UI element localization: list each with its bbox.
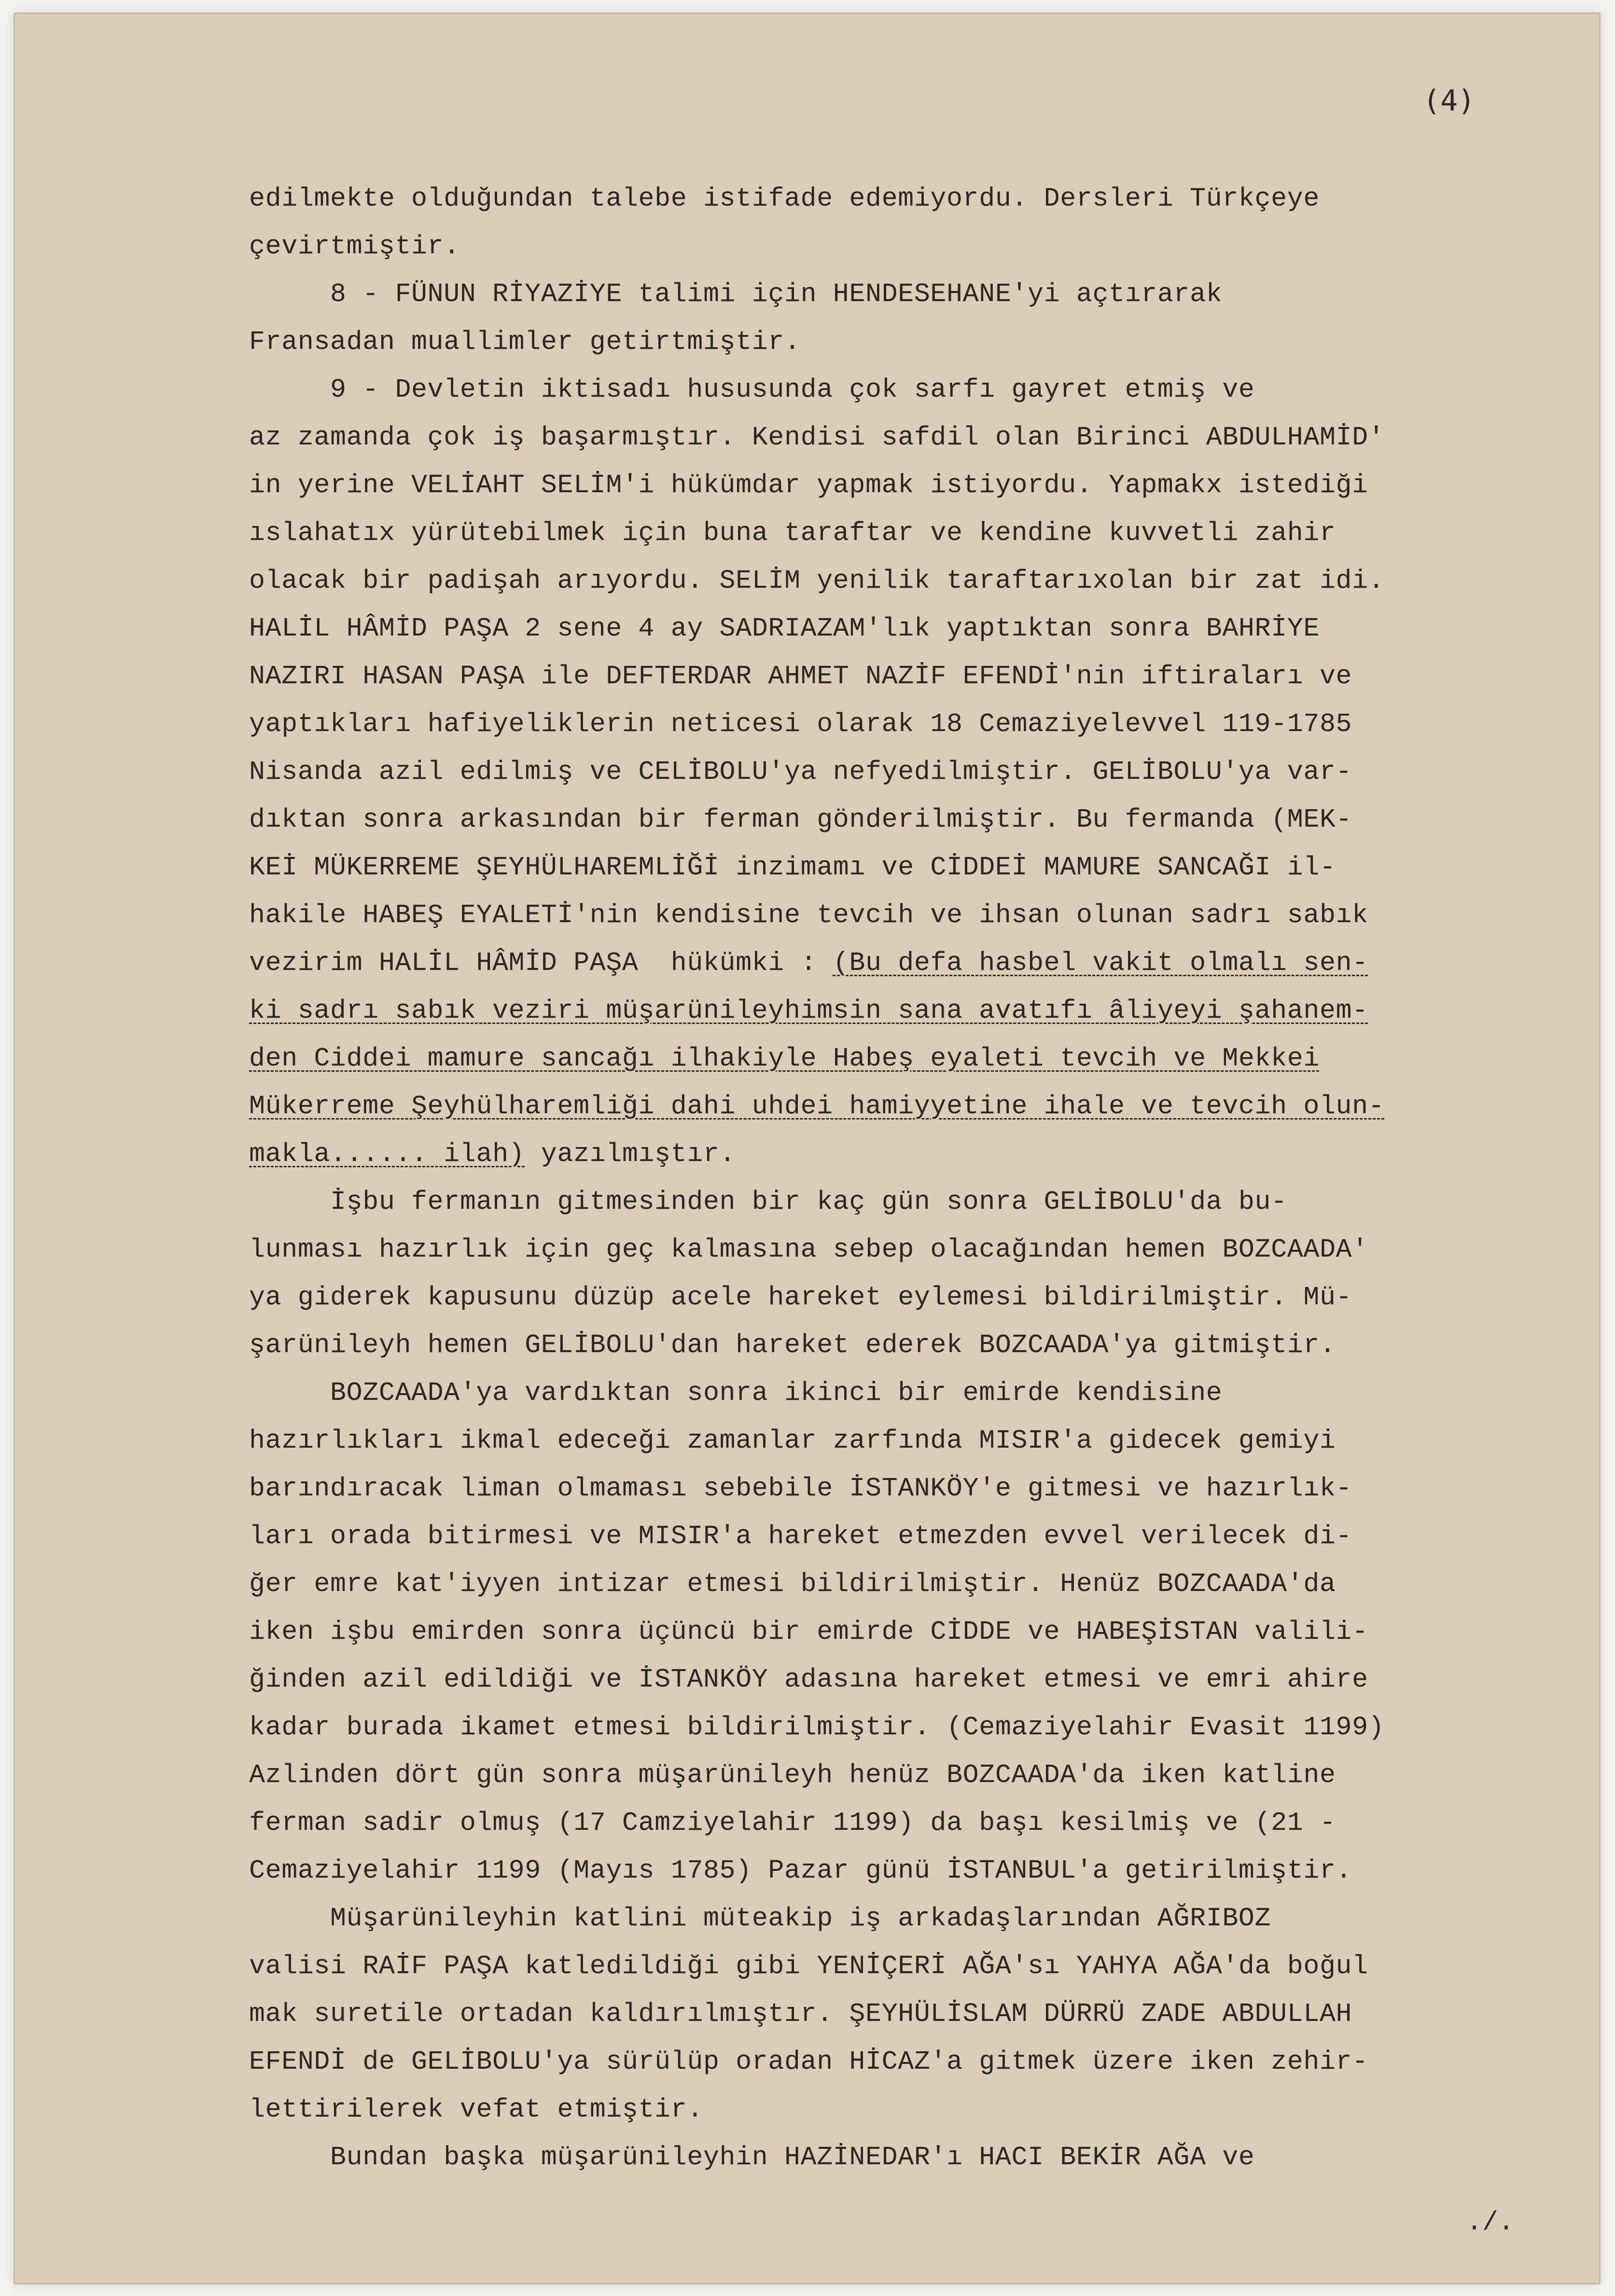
text-line: [249, 844, 1615, 891]
text-line: [249, 2133, 1615, 2181]
underlined-quote: Mükerreme Şeyhülharemliği dahi uhdei hamiyyetine ihale ve tevcih olun-: [249, 1091, 1385, 1121]
text-line: [249, 2086, 1615, 2133]
line-text: iken işbu emirden sonra üçüncü bir emirde CİDDE ve HABEŞİSTAN valili-: [249, 1617, 1368, 1647]
line-text: Müşarünileyhin katlini müteakip iş arkadaşlarından AĞRIBOZ: [249, 1903, 1271, 1934]
line-text: dıktan sonra arkasından bir ferman gönderilmiştir. Bu fermanda (MEK-: [249, 804, 1352, 835]
line-text: Nisanda azil edilmiş ve CELİBOLU'ya nefyedilmiştir. GELİBOLU'ya var-: [249, 757, 1352, 787]
line-text: İşbu fermanın gitmesinden bir kaç gün sonra GELİBOLU'da bu-: [249, 1187, 1287, 1217]
text-line: [249, 270, 1615, 318]
line-text: vezirim HALİL HÂMİD PAŞA hükümki :: [249, 948, 833, 978]
line-text: kadar burada ikamet etmesi bildirilmiştir. (Cemaziyelahir Evasit 1199): [249, 1712, 1385, 1743]
text-line: [249, 1895, 1615, 1942]
line-text: HALİL HÂMİD PAŞA 2 sene 4 ay SADRIAZAM'lık yaptıktan sonra BAHRİYE: [249, 613, 1320, 644]
text-line: [249, 605, 1615, 652]
line-text: Fransadan muallimler getirtmiştir.: [249, 327, 801, 357]
text-line: [249, 1751, 1615, 1799]
text-line: [249, 222, 1615, 270]
underlined-quote: ki sadrı sabık veziri müşarünileyhimsin sana avatıfı âliyeyi şahanem-: [249, 996, 1368, 1026]
text-line: [249, 366, 1615, 414]
text-line: [249, 1369, 1615, 1417]
text-line: [249, 796, 1615, 844]
line-text: ferman sadir olmuş (17 Camziyelahir 1199) da başı kesilmiş ve (21 -: [249, 1808, 1336, 1838]
text-line: [249, 1608, 1615, 1656]
text-line: [249, 1990, 1615, 2038]
text-line: [249, 1799, 1615, 1847]
line-text: Bundan başka müşarünileyhin HAZİNEDAR'ı HACI BEKİR AĞA ve: [249, 2142, 1255, 2172]
text-line: [249, 1703, 1615, 1751]
line-text-after: yazılmıştır.: [525, 1139, 736, 1169]
line-text: 9 - Devletin iktisadı hususunda çok sarfı gayret etmiş ve: [249, 374, 1255, 405]
text-line: [249, 1847, 1615, 1895]
line-text: yaptıkları hafiyeliklerin neticesi olarak 18 Cemaziyelevvel 119-1785: [249, 709, 1352, 739]
text-line: [249, 318, 1615, 366]
text-line: [249, 1560, 1615, 1608]
line-text: EFENDİ de GELİBOLU'ya sürülüp oradan HİCAZ'a gitmek üzere iken zehir-: [249, 2047, 1368, 2077]
line-text: Cemaziyelahir 1199 (Mayıs 1785) Pazar günü İSTANBUL'a getirilmiştir.: [249, 1855, 1352, 1886]
line-text: lunması hazırlık için geç kalmasına sebep olacağından hemen BOZCAADA': [249, 1234, 1368, 1265]
typed-text-body: [249, 175, 1615, 2181]
text-line: [249, 1226, 1615, 1273]
line-text: ıslahatıx yürütebilmek için buna taraftar ve kendine kuvvetli zahir: [249, 518, 1336, 548]
line-text: lettirilerek vefat etmiştir.: [249, 2094, 703, 2125]
text-line: [249, 1465, 1615, 1512]
text-line: [249, 748, 1615, 796]
line-text: ğinden azil edildiği ve İSTANKÖY adasına hareket etmesi ve emri ahire: [249, 1664, 1368, 1695]
line-text: hakile HABEŞ EYALETİ'nin kendisine tevcih ve ihsan olunan sadrı sabık: [249, 900, 1368, 930]
line-text: BOZCAADA'ya vardıktan sonra ikinci bir emirde kendisine: [249, 1378, 1223, 1408]
text-line: [249, 557, 1615, 605]
text-line: [249, 1656, 1615, 1703]
line-text: mak suretile ortadan kaldırılmıştır. ŞEYHÜLİSLAM DÜRRÜ ZADE ABDULLAH: [249, 1999, 1352, 2029]
text-line: [249, 891, 1615, 939]
line-text: hazırlıkları ikmal edeceği zamanlar zarfında MISIR'a gidecek gemiyi: [249, 1425, 1336, 1456]
text-line: [249, 1942, 1615, 1990]
underlined-quote: (Bu defa hasbel vakit olmalı sen-: [833, 948, 1368, 978]
line-text: edilmekte olduğundan talebe istifade edemiyordu. Dersleri Türkçeye: [249, 183, 1320, 214]
text-line: [249, 1082, 1615, 1130]
paper-sheet: [14, 13, 1601, 2284]
text-line: [249, 1130, 1615, 1178]
text-line: [249, 461, 1615, 509]
line-text: 8 - FÜNUN RİYAZİYE talimi için HENDESEHANE'yi açtırarak: [249, 279, 1223, 309]
text-line: [249, 1035, 1615, 1082]
text-line: [249, 2038, 1615, 2086]
line-text: ğer emre kat'iyyen intizar etmesi bildirilmiştir. Henüz BOZCAADA'da: [249, 1569, 1336, 1599]
line-text: çevirtmiştir.: [249, 231, 460, 262]
text-line: [249, 1321, 1615, 1369]
underlined-quote: makla...... ilah): [249, 1139, 525, 1169]
line-text: valisi RAİF PAŞA katledildiği gibi YENİÇERİ AĞA'sı YAHYA AĞA'da boğul: [249, 1951, 1368, 1981]
text-line: [249, 1178, 1615, 1226]
text-line: [249, 1512, 1615, 1560]
line-text: olacak bir padişah arıyordu. SELİM yenilik taraftarıxolan bir zat idi.: [249, 566, 1385, 596]
line-text: az zamanda çok iş başarmıştır. Kendisi safdil olan Birinci ABDULHAMİD': [249, 422, 1385, 453]
line-text: ya giderek kapusunu düzüp acele hareket eylemesi bildirilmiştir. Mü-: [249, 1282, 1352, 1313]
text-line: [249, 414, 1615, 461]
line-text: Azlinden dört gün sonra müşarünileyh henüz BOZCAADA'da iken katline: [249, 1760, 1336, 1790]
text-line: [249, 1417, 1615, 1465]
text-line: [249, 939, 1615, 987]
line-text: şarünileyh hemen GELİBOLU'dan hareket ederek BOZCAADA'ya gitmiştir.: [249, 1330, 1336, 1360]
text-line: [249, 175, 1615, 222]
text-line: [249, 652, 1615, 700]
line-text: KEİ MÜKERREME ŞEYHÜLHAREMLİĞİ inzimamı ve CİDDEİ MAMURE SANCAĞI il-: [249, 852, 1336, 883]
text-line: [249, 700, 1615, 748]
text-line: [249, 987, 1615, 1035]
text-line: [249, 1273, 1615, 1321]
line-text: ları orada bitirmesi ve MISIR'a hareket etmezden evvel verilecek di-: [249, 1521, 1352, 1551]
line-text: in yerine VELİAHT SELİM'i hükümdar yapmak istiyordu. Yapmakx istediği: [249, 470, 1368, 500]
continuation-mark: ./.: [1466, 2207, 1515, 2238]
text-line: [249, 509, 1615, 557]
line-text: barındıracak liman olmaması sebebile İSTANKÖY'e gitmesi ve hazırlık-: [249, 1473, 1352, 1504]
underlined-quote: den Ciddei mamure sancağı ilhakiyle Habeş eyaleti tevcih ve Mekkei: [249, 1043, 1320, 1074]
line-text: NAZIRI HASAN PAŞA ile DEFTERDAR AHMET NAZİF EFENDİ'nin iftiraları ve: [249, 661, 1352, 692]
page-number: (4): [1423, 84, 1476, 118]
